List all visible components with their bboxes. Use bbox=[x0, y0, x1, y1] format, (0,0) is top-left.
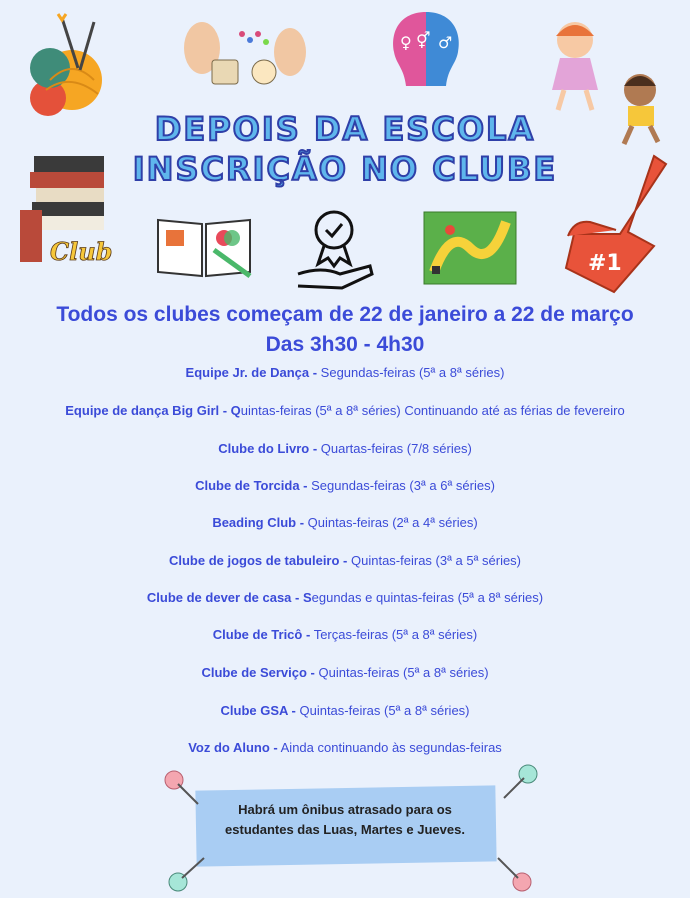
club-details: egundas e quintas-feiras (5ª a 8ª séries) bbox=[311, 590, 544, 605]
board-game-icon bbox=[420, 208, 520, 288]
award-hand-icon bbox=[292, 204, 376, 294]
club-details: uintas-feiras (5ª a 8ª séries) Continuando até as férias de fevereiro bbox=[240, 403, 625, 418]
bus-note-line1: Habrá um ônibus atrasado para os bbox=[238, 802, 452, 817]
foam-finger-label: #1 bbox=[588, 251, 622, 276]
club-item bbox=[0, 515, 690, 530]
club-name: Clube de dever de casa - S bbox=[146, 590, 312, 605]
club-item bbox=[0, 365, 690, 380]
club-item bbox=[0, 627, 690, 642]
club-details: Quintas-feiras (5ª a 8ª séries) bbox=[318, 665, 489, 680]
svg-text:♂: ♂ bbox=[438, 33, 453, 52]
club-details: Ainda continuando às segundas-feiras bbox=[280, 740, 502, 755]
dates-headline: Todos os clubes começam de 22 de janeiro a 22 de março bbox=[56, 303, 634, 326]
beading-hands-icon bbox=[180, 12, 310, 92]
club-name: Clube de Tricô - bbox=[212, 627, 311, 642]
club-details: Segundas-feiras (3ª a 6ª séries) bbox=[311, 478, 495, 493]
page-title-line1: DEPOIS DA ESCOLA bbox=[154, 110, 536, 148]
pushpin-icon bbox=[490, 852, 536, 896]
bus-note bbox=[200, 800, 490, 840]
club-name: Clube do Livro - bbox=[218, 441, 318, 456]
club-details: Quintas-feiras (5ª a 8ª séries) bbox=[299, 703, 470, 718]
club-name: Clube de Serviço - bbox=[201, 665, 315, 680]
club-item bbox=[0, 441, 690, 456]
club-name: Equipe de dança Big Girl - Q bbox=[65, 403, 241, 418]
club-details: Quintas-feiras (2ª a 4ª séries) bbox=[307, 515, 478, 530]
gender-heads-icon bbox=[386, 6, 468, 90]
page-title-line2: INSCRIÇÃO NO CLUBE bbox=[132, 150, 558, 188]
club-item bbox=[0, 478, 690, 493]
club-item bbox=[0, 703, 690, 718]
open-book-icon bbox=[154, 210, 254, 282]
club-item bbox=[0, 590, 690, 605]
club-name: Beading Club - bbox=[212, 515, 305, 530]
club-name: Voz do Aluno - bbox=[188, 740, 278, 755]
club-name: Clube de jogos de tabuleiro - bbox=[168, 553, 348, 568]
svg-text:♀: ♀ bbox=[400, 33, 412, 52]
club-script-label: Club bbox=[50, 237, 113, 266]
club-details: Quartas-feiras (7/8 séries) bbox=[320, 441, 472, 456]
club-item bbox=[0, 403, 690, 418]
club-name: Clube GSA - bbox=[220, 703, 296, 718]
yarn-balls-icon bbox=[20, 8, 125, 120]
club-item bbox=[0, 740, 690, 755]
club-name: Clube de Torcida - bbox=[195, 478, 308, 493]
times-headline: Das 3h30 - 4h30 bbox=[265, 333, 425, 356]
club-details: Terças-feiras (5ª a 8ª séries) bbox=[313, 627, 478, 642]
club-item bbox=[0, 553, 690, 568]
pushpin-icon bbox=[164, 852, 210, 896]
svg-text:⚥: ⚥ bbox=[416, 31, 431, 50]
pushpin-icon bbox=[160, 766, 204, 810]
club-details: Segundas-feiras (5ª a 8ª séries) bbox=[320, 365, 505, 380]
club-details: Quintas-feiras (3ª a 5ª séries) bbox=[351, 553, 522, 568]
bus-note-line2: estudantes das Luas, Martes e Jueves. bbox=[225, 822, 465, 837]
pushpin-icon bbox=[496, 760, 542, 804]
club-name: Equipe Jr. de Dança - bbox=[185, 365, 318, 380]
club-item bbox=[0, 665, 690, 680]
